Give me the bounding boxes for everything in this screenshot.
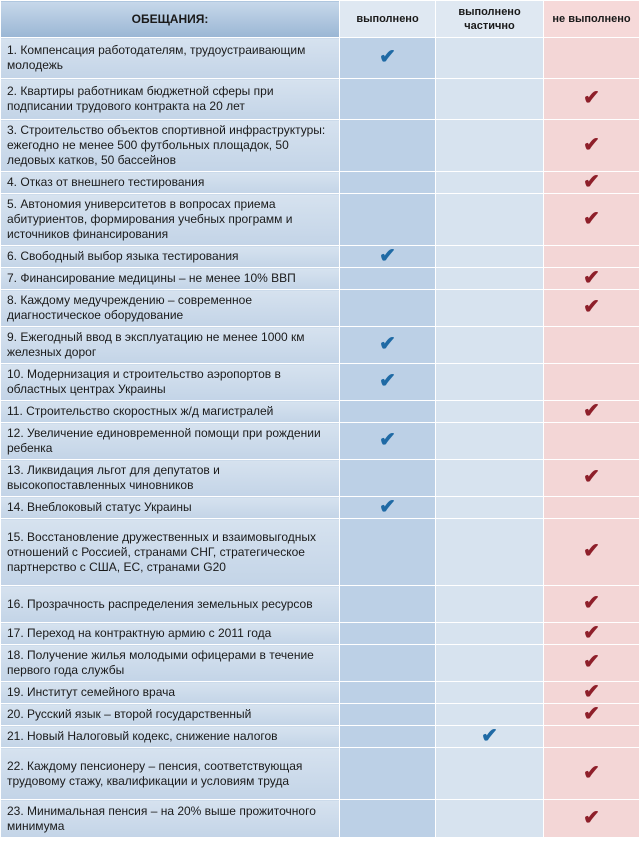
- not-done-cell: [544, 748, 639, 800]
- table-row: [1, 645, 639, 682]
- table-row: [1, 401, 639, 423]
- promise-label: 5. Автономия университетов в вопросах приема абитуриентов, формирования учебных программ и источников финансирования: [1, 194, 340, 246]
- check-icon: ✔: [583, 133, 600, 156]
- check-icon: ✔: [583, 592, 600, 614]
- partial-cell: [436, 327, 544, 364]
- promise-label: 19. Институт семейного врача: [1, 682, 340, 704]
- done-cell: [340, 586, 436, 623]
- check-icon: ✔: [583, 87, 600, 109]
- table-row: [1, 268, 639, 290]
- partial-cell: [436, 519, 544, 586]
- check-icon: ✔: [583, 296, 600, 318]
- not-done-cell: [544, 460, 639, 497]
- partial-cell: [436, 194, 544, 246]
- table-row: [1, 246, 639, 268]
- done-cell: [340, 519, 436, 586]
- check-icon: ✔: [583, 266, 600, 289]
- not-done-cell: [544, 682, 639, 704]
- check-icon: ✔: [583, 466, 600, 488]
- table-row: [1, 800, 639, 838]
- partial-cell: [436, 497, 544, 519]
- check-icon: ✔: [583, 621, 600, 644]
- not-done-cell: [544, 497, 639, 519]
- promise-label: 4. Отказ от внешнего тестирования: [1, 172, 340, 194]
- promise-label: 6. Свободный выбор языка тестирования: [1, 246, 340, 268]
- promise-label: 10. Модернизация и строительство аэропортов в областных центрах Украины: [1, 364, 340, 401]
- partial-cell: [436, 79, 544, 120]
- check-icon: ✔: [379, 46, 396, 68]
- partial-cell: [436, 586, 544, 623]
- table-row: [1, 586, 639, 623]
- done-cell: [340, 645, 436, 682]
- partial-cell: [436, 623, 544, 645]
- partial-cell: [436, 800, 544, 838]
- done-cell: [340, 290, 436, 327]
- promise-label: 21. Новый Налоговый кодекс, снижение налогов: [1, 726, 340, 748]
- promise-label: 1. Компенсация работодателям, трудоустраивающим молодежь: [1, 38, 340, 79]
- promises-header: ОБЕЩАНИЯ:: [1, 1, 340, 38]
- partial-cell: [436, 460, 544, 497]
- promise-label: 20. Русский язык – второй государственный: [1, 704, 340, 726]
- done-cell: [340, 623, 436, 645]
- check-icon: ✔: [583, 207, 600, 230]
- partial-cell: [436, 704, 544, 726]
- not-done-cell: [544, 519, 639, 586]
- partial-cell: [436, 38, 544, 79]
- done-cell: [340, 682, 436, 704]
- not-done-cell: [544, 586, 639, 623]
- check-icon: ✔: [583, 399, 600, 422]
- promise-label: 9. Ежегодный ввод в эксплуатацию не менее 1000 км железных дорог: [1, 327, 340, 364]
- check-icon: ✔: [583, 702, 600, 725]
- check-icon: ✔: [583, 806, 600, 829]
- done-cell: [340, 38, 436, 79]
- check-icon: ✔: [583, 680, 600, 703]
- table-row: [1, 623, 639, 645]
- partial-cell: [436, 423, 544, 460]
- not-done-cell: [544, 704, 639, 726]
- done-cell: [340, 246, 436, 268]
- table-row: [1, 38, 639, 79]
- partial-cell: [436, 268, 544, 290]
- promise-label: 12. Увеличение единовременной помощи при рождении ребенка: [1, 423, 340, 460]
- partial-cell: [436, 364, 544, 401]
- check-icon: ✔: [379, 244, 396, 267]
- check-icon: ✔: [583, 761, 600, 784]
- done-cell: [340, 460, 436, 497]
- done-cell: [340, 364, 436, 401]
- done-cell: [340, 726, 436, 748]
- not-done-cell: [544, 172, 639, 194]
- promise-label: 15. Восстановление дружественных и взаимовыгодных отношений с Россией, странами СНГ, стратегическое партнерство с США, ЕС, странами G20: [1, 519, 340, 586]
- done-cell: [340, 748, 436, 800]
- check-icon: ✔: [583, 651, 600, 673]
- not-done-cell: [544, 38, 639, 79]
- promise-label: 3. Строительство объектов спортивной инфраструктуры: ежегодно не менее 500 футбольных площадок, 50 ледовых катков, 50 бассейнов: [1, 120, 340, 172]
- done-cell: [340, 327, 436, 364]
- partial-cell: [436, 645, 544, 682]
- table-row: [1, 120, 639, 172]
- table-row: [1, 748, 639, 800]
- done-cell: [340, 401, 436, 423]
- table-row: [1, 194, 639, 246]
- done-cell: [340, 79, 436, 120]
- done-cell: [340, 497, 436, 519]
- promise-label: 14. Внеблоковый статус Украины: [1, 497, 340, 519]
- partial-cell: [436, 682, 544, 704]
- not-done-cell: [544, 246, 639, 268]
- promise-label: 7. Финансирование медицины – не менее 10% ВВП: [1, 268, 340, 290]
- table-row: [1, 704, 639, 726]
- table-row: [1, 172, 639, 194]
- promise-label: 22. Каждому пенсионеру – пенсия, соответствующая трудовому стажу, квалификации и условиям труда: [1, 748, 340, 800]
- table-row: [1, 497, 639, 519]
- promise-label: 16. Прозрачность распределения земельных ресурсов: [1, 586, 340, 623]
- check-icon: ✔: [583, 170, 600, 193]
- promise-label: 17. Переход на контрактную армию с 2011 года: [1, 623, 340, 645]
- not-done-cell: [544, 290, 639, 327]
- check-icon: ✔: [583, 540, 600, 562]
- partial-cell: [436, 748, 544, 800]
- promise-label: 23. Минимальная пенсия – на 20% выше прожиточного минимума: [1, 800, 340, 838]
- done-cell: [340, 800, 436, 838]
- not-done-header: не выполнено: [544, 1, 639, 38]
- table-row: [1, 290, 639, 327]
- check-icon: ✔: [379, 333, 396, 355]
- partial-cell: [436, 120, 544, 172]
- not-done-cell: [544, 79, 639, 120]
- promise-label: 11. Строительство скоростных ж/д магистралей: [1, 401, 340, 423]
- table-row: [1, 460, 639, 497]
- header-row: [1, 1, 639, 38]
- partial-header: выполнено частично: [436, 1, 544, 38]
- done-cell: [340, 172, 436, 194]
- not-done-cell: [544, 194, 639, 246]
- not-done-cell: [544, 623, 639, 645]
- done-cell: [340, 423, 436, 460]
- promise-label: 18. Получение жилья молодыми офицерами в течение первого года службы: [1, 645, 340, 682]
- check-icon: ✔: [481, 724, 498, 747]
- not-done-cell: [544, 726, 639, 748]
- not-done-cell: [544, 423, 639, 460]
- table-row: [1, 682, 639, 704]
- check-icon: ✔: [379, 495, 396, 518]
- table-row: [1, 726, 639, 748]
- done-cell: [340, 704, 436, 726]
- not-done-cell: [544, 120, 639, 172]
- promise-label: 13. Ликвидация льгот для депутатов и высокопоставленных чиновников: [1, 460, 340, 497]
- partial-cell: [436, 246, 544, 268]
- promise-label: 8. Каждому медучреждению – современное диагностическое оборудование: [1, 290, 340, 327]
- not-done-cell: [544, 645, 639, 682]
- check-icon: ✔: [379, 370, 396, 392]
- check-icon: ✔: [379, 429, 396, 451]
- not-done-cell: [544, 800, 639, 838]
- done-header: выполнено: [340, 1, 436, 38]
- table-row: [1, 364, 639, 401]
- promise-label: 2. Квартиры работникам бюджетной сферы при подписании трудового контракта на 20 лет: [1, 79, 340, 120]
- table-row: [1, 327, 639, 364]
- table-row: [1, 423, 639, 460]
- partial-cell: [436, 172, 544, 194]
- partial-cell: [436, 401, 544, 423]
- partial-cell: [436, 290, 544, 327]
- done-cell: [340, 194, 436, 246]
- not-done-cell: [544, 401, 639, 423]
- done-cell: [340, 120, 436, 172]
- table-row: [1, 79, 639, 120]
- not-done-cell: [544, 268, 639, 290]
- done-cell: [340, 268, 436, 290]
- not-done-cell: [544, 327, 639, 364]
- table-row: [1, 519, 639, 586]
- not-done-cell: [544, 364, 639, 401]
- partial-cell: [436, 726, 544, 748]
